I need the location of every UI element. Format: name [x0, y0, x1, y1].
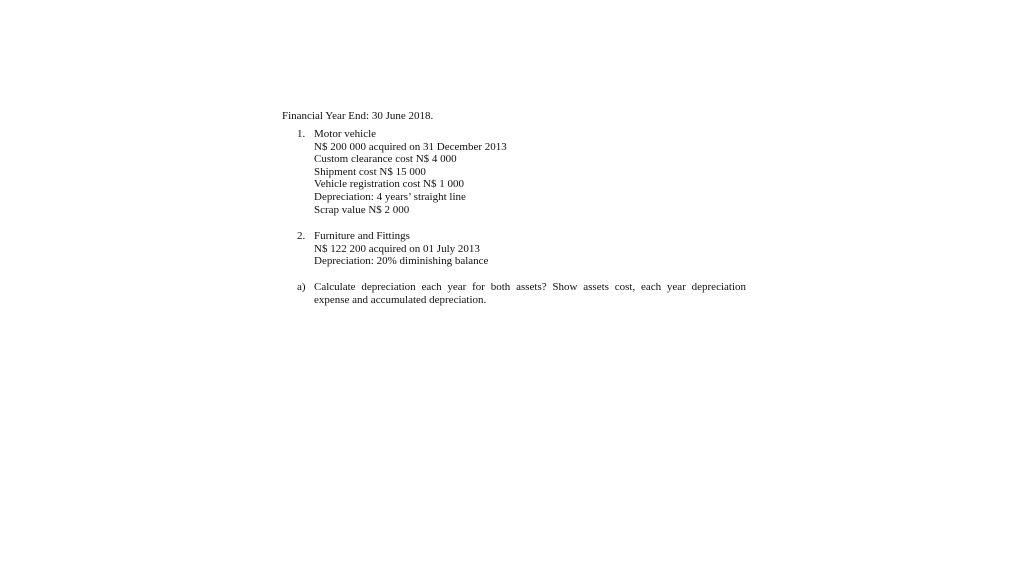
item-line: Custom clearance cost N$ 4 000 — [314, 153, 457, 166]
item-line: Scrap value N$ 2 000 — [314, 203, 410, 216]
item-line: Depreciation: 20% diminishing balance — [314, 255, 489, 268]
motor-vehicle-details — [314, 128, 507, 216]
question-line: Calculate depreciation each year for both assets? Show assets cost, each year depreciation — [314, 281, 746, 293]
item-line: Depreciation: 4 years’ straight line — [314, 190, 466, 203]
item-number: 2. — [297, 230, 306, 242]
financial-year-end-heading: Financial Year End: 30 June 2018. — [282, 110, 434, 122]
item-line: N$ 122 200 acquired on 01 July 2013 — [314, 242, 480, 255]
item-number: 1. — [297, 128, 306, 140]
item-line: N$ 200 000 acquired on 31 December 2013 — [314, 140, 507, 153]
item-line: Shipment cost N$ 15 000 — [314, 165, 426, 178]
item-line: Vehicle registration cost N$ 1 000 — [314, 178, 464, 191]
item-title: Furniture and Fittings — [314, 230, 410, 242]
furniture-fittings-details — [314, 230, 488, 268]
question-line: expense and accumulated depreciation. — [314, 293, 487, 306]
question-text — [314, 281, 746, 306]
question-label: a) — [297, 281, 306, 293]
item-title: Motor vehicle — [314, 128, 377, 140]
